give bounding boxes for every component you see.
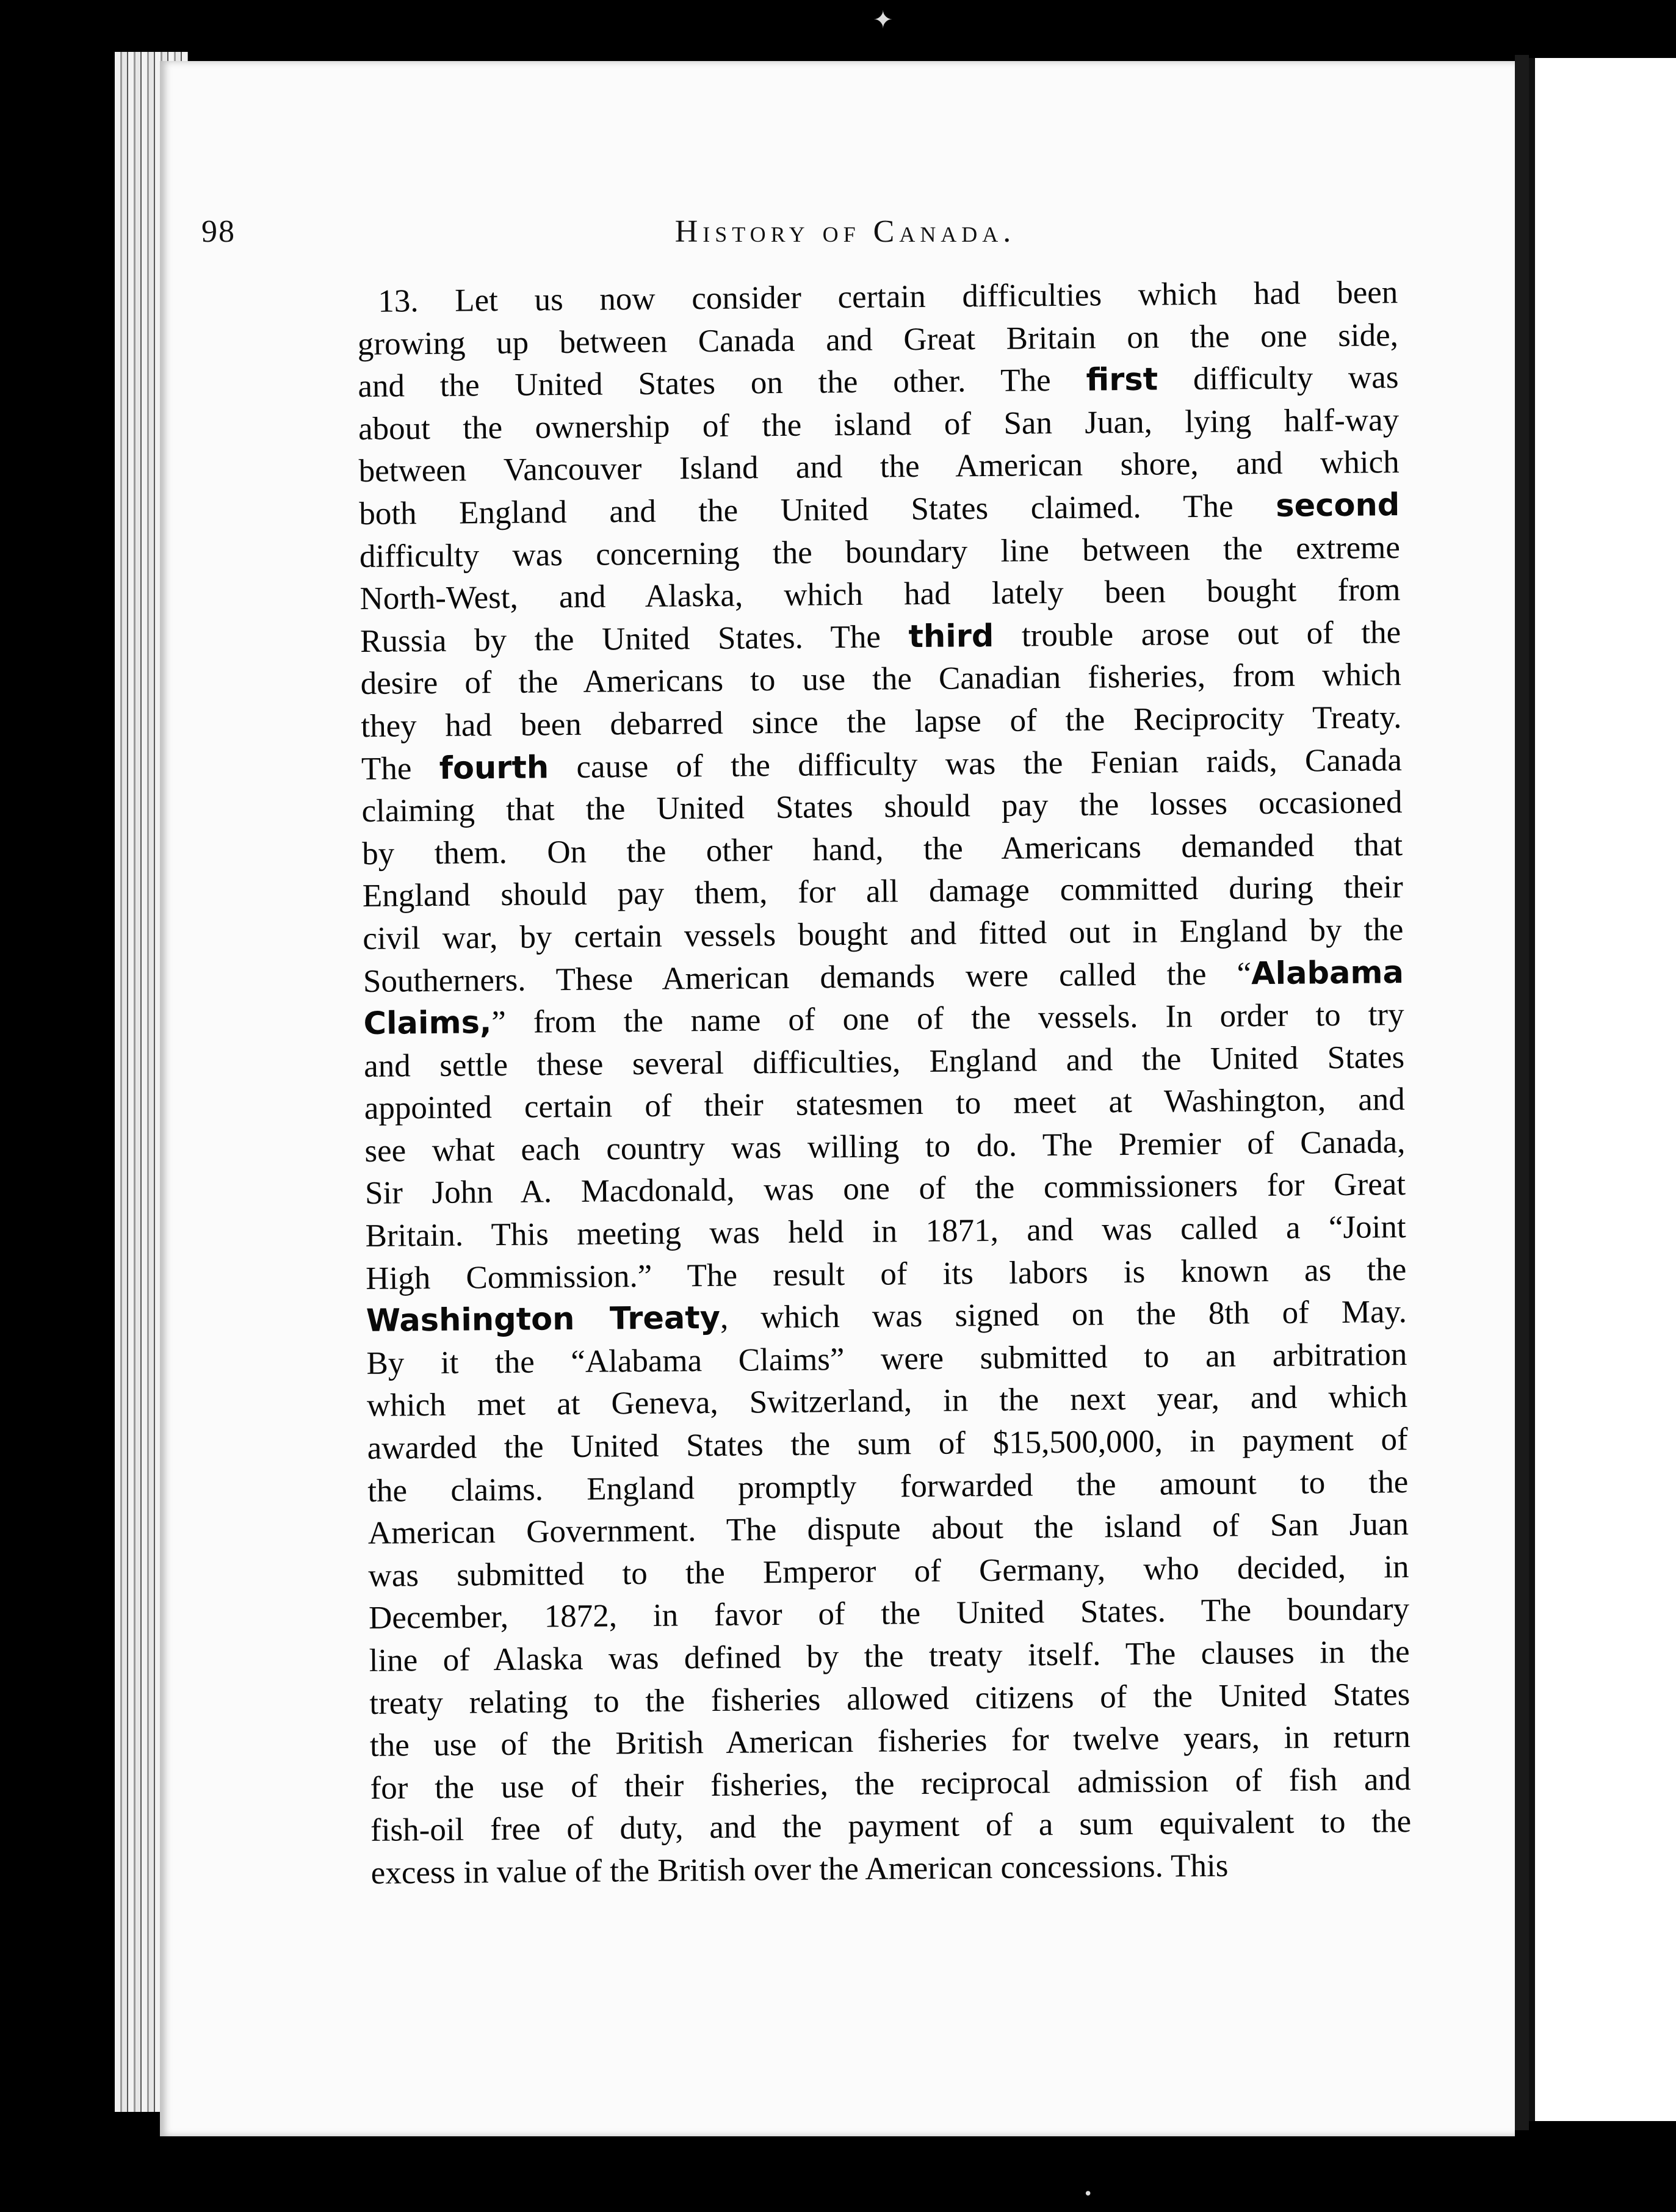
text-segment: North-West, and Alaska, which had lately been bought from <box>359 572 1401 617</box>
bold-keyword: third <box>908 618 994 655</box>
text-segment: excess in value of the British over the American concessions. This <box>370 1848 1229 1891</box>
text-segment: between Vancouver Island and the American shore, and which <box>358 444 1400 490</box>
text-segment: , which was signed on the 8th of May. <box>720 1294 1407 1336</box>
book-gutter <box>1515 55 1529 2130</box>
text-segment: cause of the difficulty was the Fenian raids, Canada <box>548 742 1403 785</box>
body-paragraph <box>357 272 1412 1895</box>
text-segment: about the ownership of the island of San Juan, lying half-way <box>358 402 1400 447</box>
page-number: 98 <box>201 214 236 249</box>
facing-page <box>1529 58 1676 2121</box>
text-segment: trouble arose out of the <box>994 614 1401 654</box>
text-segment: December, 1872, in favor of the United States. The boundary <box>368 1591 1410 1636</box>
text-segment: and settle these several difficulties, England and the United States <box>363 1039 1405 1084</box>
text-segment: difficulty was <box>1157 360 1399 397</box>
text-segment: desire of the Americans to use the Canadian fisheries, from which <box>360 657 1401 702</box>
text-segment: which met at Geneva, Switzerland, in the next year, and which <box>366 1379 1408 1424</box>
running-head: History of Canada. <box>674 214 1016 249</box>
text-segment: American Government. The dispute about the island of San Juan <box>367 1506 1409 1552</box>
bold-keyword: second <box>1275 487 1400 524</box>
text-segment: the use of the British American fisheries for twelve years, in return <box>369 1719 1411 1764</box>
text-segment: both England and the United States claimed. The <box>359 488 1276 532</box>
text-segment: Russia by the United States. The <box>359 618 909 659</box>
text-segment: civil war, by certain vessels bought and fitted out in England by the <box>363 911 1404 956</box>
text-segment: by them. On the other hand, the Americans demanded that <box>361 826 1403 872</box>
text-segment: England should pay them, for all damage committed during their <box>362 869 1403 914</box>
text-segment: difficulty was concerning the boundary line between the extreme <box>359 529 1401 574</box>
text-segment: the claims. England promptly forwarded the amount to the <box>367 1464 1409 1509</box>
text-line <box>370 1801 1412 1852</box>
text-segment: and the United States on the other. The <box>358 362 1086 405</box>
text-segment: treaty relating to the fisheries allowed citizens of the United States <box>369 1676 1411 1721</box>
bold-keyword: Claims, <box>363 1005 492 1043</box>
bold-keyword: Washington Treaty <box>366 1300 721 1340</box>
text-segment: 13. Let us now consider certain difficulties which had been <box>378 275 1398 319</box>
text-segment: growing up between Canada and Great Britain on the one side, <box>357 317 1399 362</box>
scan-mark: • <box>1083 2185 1093 2203</box>
text-segment: Sir John A. Macdonald, was one of the commissioners for Great <box>364 1166 1406 1212</box>
scan-mark: ✦ <box>873 6 894 34</box>
text-segment: for the use of their fisheries, the reciprocal admission of fish and <box>370 1761 1411 1806</box>
bold-keyword: Alabama <box>1251 954 1404 992</box>
text-segment: High Commission.” The result of its labors is known as the <box>366 1251 1407 1296</box>
text-segment: line of Alaska was defined by the treaty itself. The clauses in the <box>369 1634 1410 1679</box>
text-segment: see what each country was willing to do. The Premier of Canada, <box>364 1124 1406 1169</box>
text-line <box>370 1843 1412 1895</box>
text-segment: they had been debarred since the lapse of the Reciprocity Treaty. <box>361 699 1402 744</box>
bold-keyword: fourth <box>439 749 549 787</box>
text-segment: Britain. This meeting was held in 1871, and was called a “Joint <box>365 1209 1406 1254</box>
text-segment: The <box>361 750 440 787</box>
text-segment: appointed certain of their statesmen to meet at Washington, and <box>364 1082 1406 1127</box>
text-segment: fish-oil free of duty, and the payment of a sum equivalent to the <box>370 1804 1412 1849</box>
text-segment: ” from the name of one of the vessels. In order to try <box>491 997 1404 1041</box>
bold-keyword: first <box>1086 361 1158 399</box>
text-segment: was submitted to the Emperor of Germany, who decided, in <box>368 1549 1409 1594</box>
text-segment: By it the “Alabama Claims” were submitted to an arbitration <box>366 1336 1407 1381</box>
page-header <box>201 214 1489 269</box>
text-segment: claiming that the United States should pay the losses occasioned <box>361 784 1403 830</box>
text-segment: Southerners. These American demands were called the “ <box>363 955 1252 999</box>
text-segment: awarded the United States the sum of $15,500,000, in payment of <box>367 1422 1408 1466</box>
